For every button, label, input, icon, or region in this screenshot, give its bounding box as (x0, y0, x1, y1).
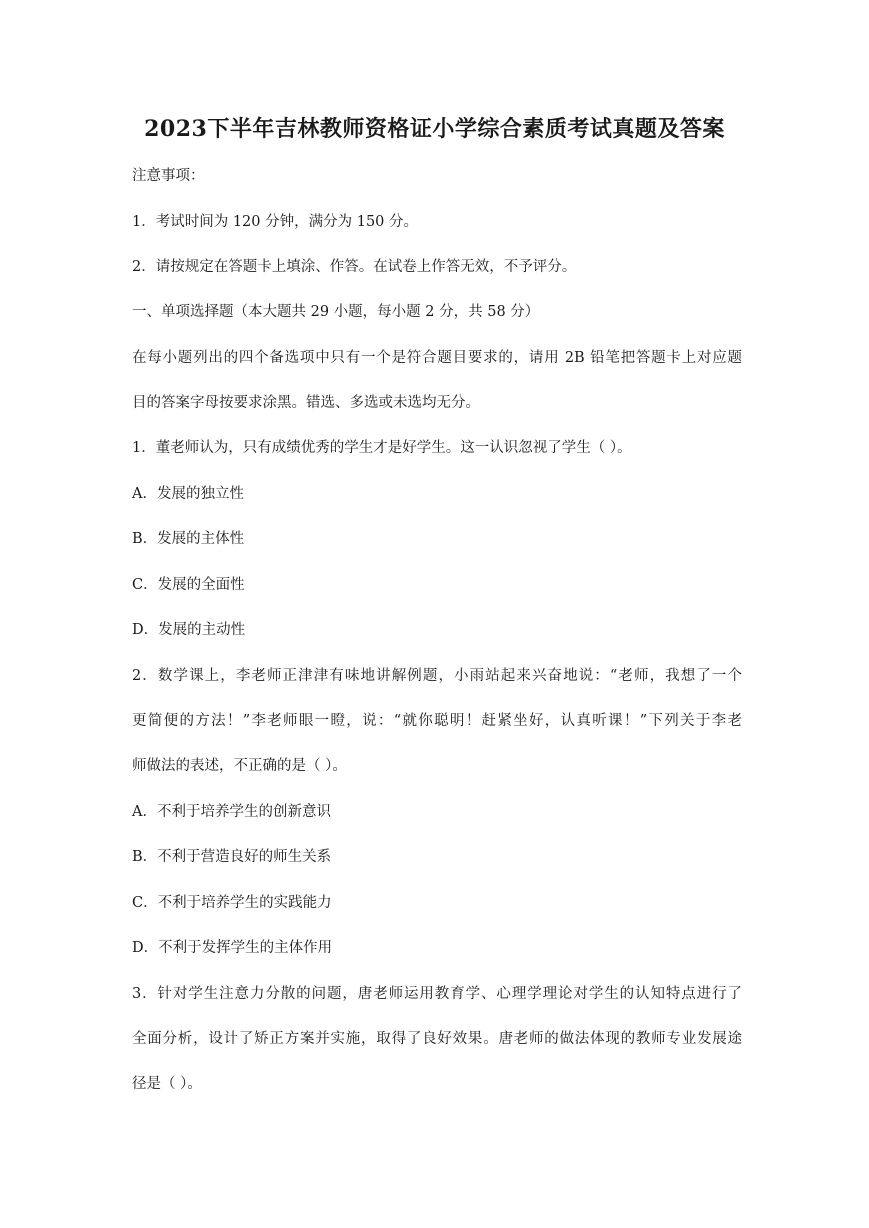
notice-item-2: 2．请按规定在答题卡上填涂、作答。在试卷上作答无效，不予评分。 (132, 259, 577, 275)
question-1-option-d: D．发展的主动性 (132, 622, 246, 638)
question-3-stem-line-3: 径是（ ）。 (132, 1076, 202, 1092)
question-3-stem-line-1: 3．针对学生注意力分散的问题，唐老师运用教育学、心理学理论对学生的认知特点进行了 (132, 986, 742, 1002)
question-1-option-b: B．发展的主体性 (132, 531, 245, 547)
section-instructions-line-2: 目的答案字母按要求涂黑。错选、多选或未选均无分。 (132, 395, 480, 411)
question-1-option-c: C．发展的全面性 (132, 577, 245, 593)
question-2-option-c: C．不利于培养学生的实践能力 (132, 895, 332, 911)
notice-item-1: 1．考试时间为 120 分钟，满分为 150 分。 (132, 214, 419, 230)
notice-heading: 注意事项： (132, 168, 205, 184)
section-heading: 一、单项选择题（本大题共 29 小题，每小题 2 分，共 58 分） (132, 304, 540, 320)
question-2-option-a: A．不利于培养学生的创新意识 (132, 804, 331, 820)
question-2-option-b: B．不利于营造良好的师生关系 (132, 849, 332, 865)
question-1-option-a: A．发展的独立性 (132, 486, 244, 502)
section-instructions-line-1: 在每小题列出的四个备选项中只有一个是符合题目要求的，请用 2B 铅笔把答题卡上对应题 (132, 350, 742, 366)
question-2-stem-line-2: 更简便的方法！”李老师眼一瞪，说：“就你聪明！赶紧坐好，认真听课！”下列关于李老 (132, 713, 742, 729)
question-2-stem-line-1: 2．数学课上，李老师正津津有味地讲解例题，小雨站起来兴奋地说：“老师，我想了一个 (132, 668, 742, 684)
question-3-stem-line-2: 全面分析，设计了矫正方案并实施，取得了良好效果。唐老师的做法体现的教师专业发展途 (132, 1031, 742, 1047)
question-1-stem: 1．董老师认为，只有成绩优秀的学生才是好学生。这一认识忽视了学生（ ）。 (132, 440, 632, 456)
question-2-option-d: D．不利于发挥学生的主体作用 (132, 940, 333, 956)
question-2-stem-line-3: 师做法的表述，不正确的是（ ）。 (132, 758, 347, 774)
document-title: 2023下半年吉林教师资格证小学综合素质考试真题及答案 (144, 116, 725, 142)
